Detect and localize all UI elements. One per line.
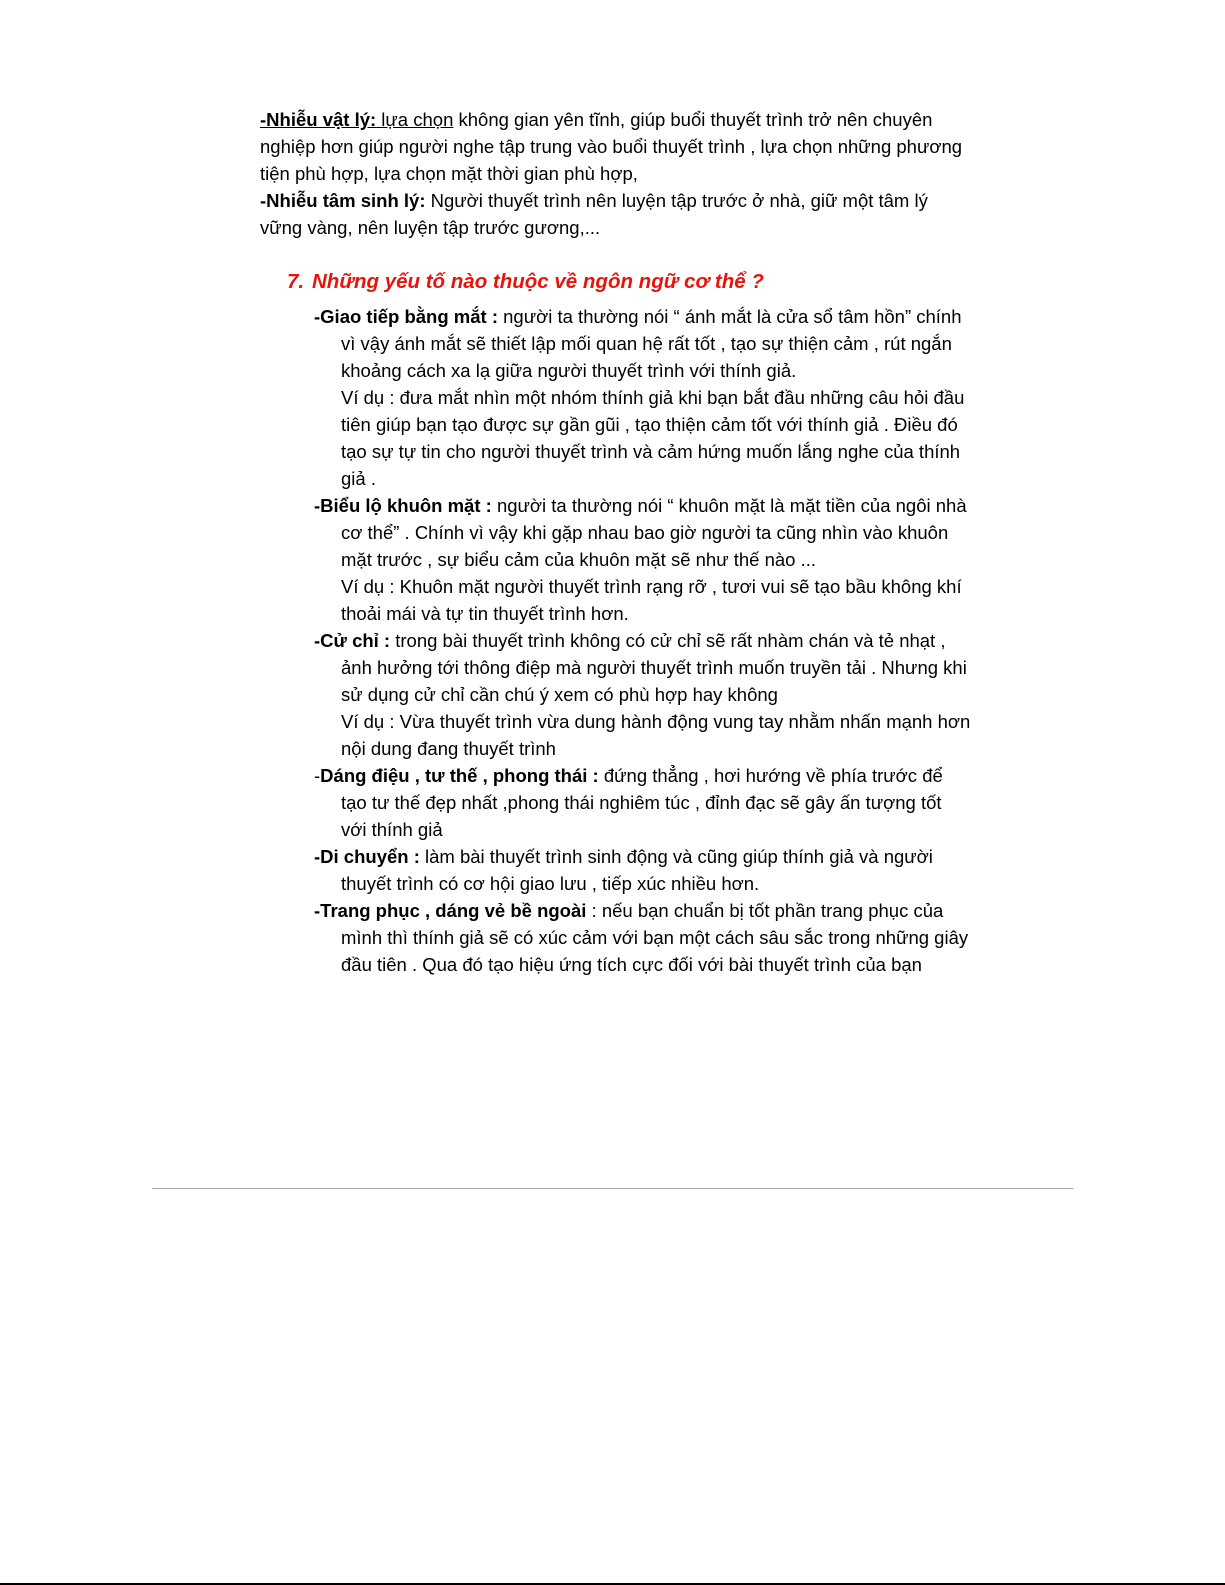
item-text: đứng thẳng , hơi hướng về phía trước để tạo tư thế đẹp nhất ,phong thái nghiêm túc , đỉnh đạc sẽ gây ấn tượng tốt với thính giả [341,765,943,840]
list-item-facial-expression [314,492,972,573]
item-label: Biểu lộ khuôn mặt : [320,495,492,516]
item-text: người ta thường nói “ ánh mắt là cửa sổ tâm hồn” chính vì vậy ánh mắt sẽ thiết lập mối quan hệ rất tốt , tạo sự thiện cảm , rút ngắn khoảng cách xa lạ giữa người thuyết trình với thính giả. [341,306,962,381]
page-content [260,106,972,978]
page-divider [152,1188,1073,1189]
item-label: Dáng điệu , tư thế , phong thái : [320,765,599,786]
physical-noise-label: -Nhiễu vật lý: [260,109,377,130]
item-dash: - [314,306,321,327]
item-text: người ta thường nói “ khuôn mặt là mặt tiền của ngôi nhà cơ thể” . Chính vì vậy khi gặp nhau bao giờ người ta cũng nhìn vào khuôn mặt trước , sự biểu cảm của khuôn mặt sẽ như thế nào ... [341,495,967,570]
psych-noise-paragraph [260,187,972,241]
psych-noise-label: -Nhiễu tâm sinh [260,190,399,211]
item-label: Di chuyển : [320,846,420,867]
physical-noise-text: không gian yên tĩnh, giúp buổi thuyết trình trở nên chuyên nghiệp hơn giúp người nghe tập trung vào buổi thuyết trình , lựa chọn những phương tiện phù hợp, lựa chọn mặt thời gian phù hợp, [260,109,963,184]
list-item-gestures [314,627,972,708]
item-dash: - [314,765,321,786]
item-label: Giao tiếp bằng mắt : [320,306,498,327]
section-title: Những yếu tố nào thuộc về ngôn ngữ cơ thể ? [312,270,764,293]
item-label: Cử chỉ : [320,630,391,651]
list-item-movement [314,843,972,897]
physical-noise-underlined: lựa chọn [376,109,454,130]
item-example: Ví dụ : Khuôn mặt người thuyết trình rạng rỡ , tươi vui sẽ tạo bầu không khí thoải mái và tự tin thuyết trình hơn. [341,576,962,624]
item-dash: - [314,630,321,651]
section-number: 7. [287,270,305,293]
item-text: : nếu bạn chuẩn bị tốt phần trang phục của mình thì thính giả sẽ có xúc cảm với bạn một cách sâu sắc trong những giây đầu tiên . Qua đó tạo hiệu ứng tích cực đối với bài thuyết trình của bạn [341,900,969,975]
list-item-appearance [314,897,972,978]
psych-noise-text: Người thuyết trình nên luyện tập trước ở nhà, giữ một tâm lý vững vàng, nên luyện tập trước gương,... [260,190,928,238]
item-dash: - [314,846,321,867]
item-label: Trang phục , dáng vẻ bề ngoài [320,900,587,921]
psych-noise-label-tail: lý: [398,190,426,211]
item-text: làm bài thuyết trình sinh động và cũng giúp thính giả và người thuyết trình có cơ hội giao lưu , tiếp xúc nhiều hơn. [341,846,933,894]
item-example: Ví dụ : Vừa thuyết trình vừa dung hành động vung tay nhằm nhấn mạnh hơn nội dung đang thuyết trình [341,711,971,759]
item-example: Ví dụ : đưa mắt nhìn một nhóm thính giả khi bạn bắt đầu những câu hỏi đầu tiên giúp bạn tạo được sự gần gũi , tạo thiện cảm tốt với thính giả . Điều đó tạo sự tự tin cho người thuyết trình và cảm hứng muốn lắng nghe của thính giả . [341,387,965,489]
physical-noise-paragraph [260,106,972,187]
list-item-posture [314,762,972,843]
item-dash: - [314,900,321,921]
item-text: trong bài thuyết trình không có cử chỉ sẽ rất nhàm chán và tẻ nhạt , ảnh hưởng tới thông điệp mà người thuyết trình muốn truyền tải . Nhưng khi sử dụng cử chỉ cần chú ý xem có phù hợp hay không [341,630,967,705]
section-heading [287,267,972,297]
list-item-eye-contact [314,303,972,384]
item-dash: - [314,495,321,516]
